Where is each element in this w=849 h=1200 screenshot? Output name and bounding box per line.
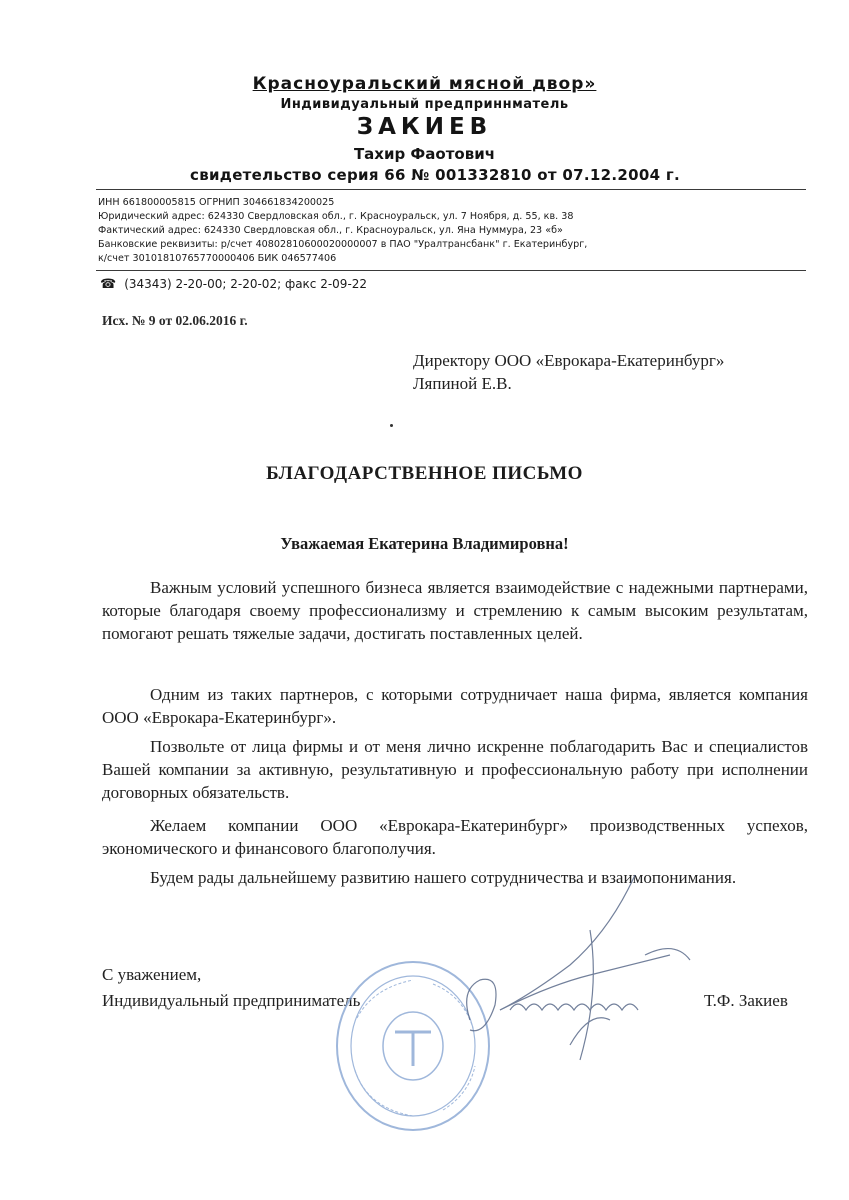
outgoing-number: Исх. № 9 от 02.06.2016 г. bbox=[102, 313, 248, 328]
body-paragraph: Важным условий успешного бизнеса является взаимодействие с надежными партнерами, которые благодаря своему профессионализму и стремлению к самым высоким результатам, помогают решать тяжелые задачи, достигать поставленных целей. bbox=[102, 578, 808, 643]
body-paragraph: Будем рады дальнейшему развитию нашего сотрудничества и взаимопонимания. bbox=[150, 868, 737, 887]
registration-certificate: свидетельство серия 66 № 001332810 от 07.12.2004 г. bbox=[190, 166, 680, 184]
addressee-name: Ляпиной Е.В. bbox=[413, 374, 512, 393]
entrepreneur-name: Тахир Фаотович bbox=[353, 145, 496, 163]
entrepreneur-title: Индивидуальный предприннматель bbox=[280, 97, 569, 112]
addressee-position: Директору ООО «Еврокара-Екатеринбург» bbox=[413, 351, 725, 370]
requisites-tax-ids: ИНН 661800005815 ОГРНИП 304661834200025 bbox=[98, 197, 335, 208]
phone-text: (34343) 2-20-00; 2-20-02; факс 2-09-22 bbox=[124, 277, 368, 291]
letter-title: БЛАГОДАРСТВЕННОЕ ПИСЬМО bbox=[266, 463, 583, 484]
closing-position: Индивидуальный предприниматель bbox=[102, 991, 361, 1010]
company-name: Красноуральский мясной двор» bbox=[252, 74, 597, 94]
handwritten-signature bbox=[440, 870, 700, 1070]
body-paragraph: Позвольте от лица фирмы и от меня лично искренне поблагодарить Вас и специалистов Вашей компании за активную, результативную и профессиональную работу при исполнении договорных обязательств. bbox=[102, 737, 808, 802]
requisites-actual-address: Фактический адрес: 624330 Свердловская обл., г. Красноуральск, ул. Яна Нуммура, 23 «б» bbox=[98, 225, 563, 236]
header-divider-bottom bbox=[96, 270, 806, 271]
requisites-legal-address: Юридический адрес: 624330 Свердловская обл., г. Красноуральск, ул. 7 Ноября, д. 55, кв. 38 bbox=[98, 211, 574, 222]
salutation: Уважаемая Екатерина Владимировна! bbox=[280, 534, 569, 553]
signer-name: Т.Ф. Закиев bbox=[704, 991, 788, 1010]
phone-icon: ☎ bbox=[100, 277, 117, 292]
requisites-corr-account: к/счет 30101810765770000406 БИК 046577406 bbox=[98, 253, 337, 264]
entrepreneur-surname: ЗАКИЕВ bbox=[356, 114, 493, 140]
closing-regards: С уважением, bbox=[102, 965, 202, 984]
body-paragraph: Желаем компании ООО «Еврокара-Екатеринбург» производственных успехов, экономического и финансового благополучия. bbox=[102, 816, 808, 858]
requisites-bank-account: Банковские реквизиты: р/счет 40802810600020000007 в ПАО "Уралтрансбанк" г. Екатеринбург, bbox=[98, 239, 588, 250]
header-divider-top bbox=[96, 189, 806, 190]
speck-mark bbox=[390, 424, 393, 427]
body-paragraph: Одним из таких партнеров, с которыми сотрудничает наша фирма, является компания ООО «Еврокара-Екатеринбург». bbox=[102, 685, 808, 727]
contact-phones bbox=[100, 277, 367, 292]
